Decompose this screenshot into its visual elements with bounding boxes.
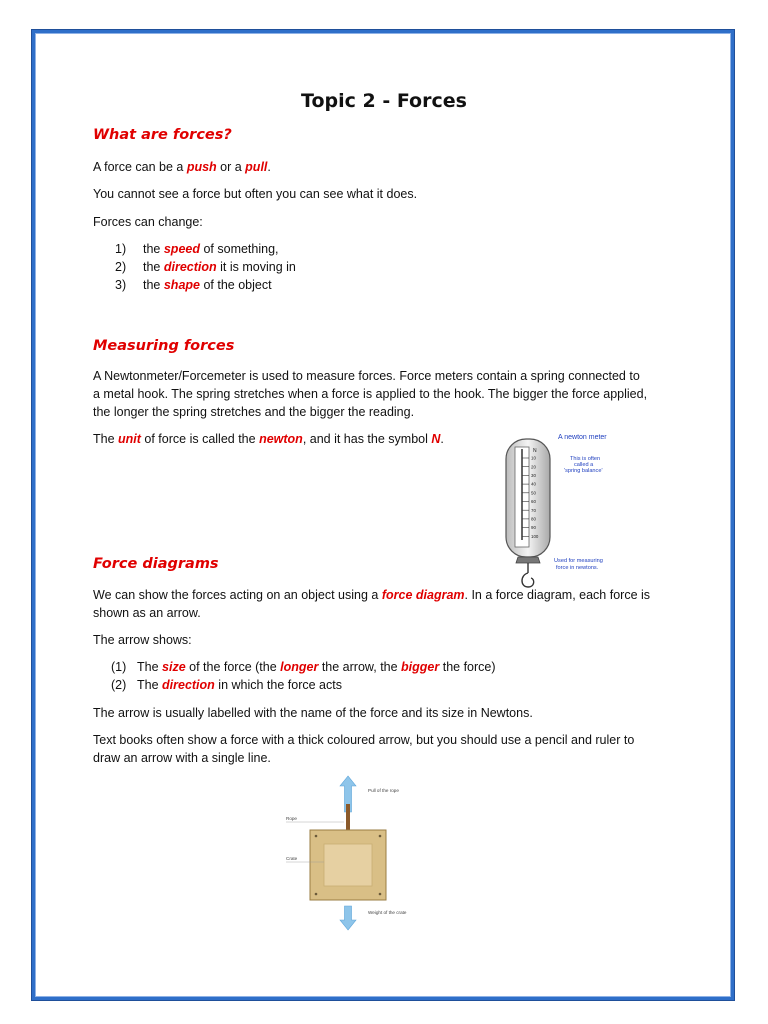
figure-label-often-3: 'spring balance'	[564, 468, 603, 474]
list-item	[115, 276, 296, 294]
heading-measuring-forces: Measuring forces	[93, 338, 235, 354]
label-pull-of-rope: Pull of the rope	[368, 788, 399, 793]
crate-nail	[379, 835, 382, 838]
text-span: it is moving in	[216, 260, 296, 274]
figure-label-often-1: This is often	[570, 456, 601, 462]
keyword-shape: shape	[163, 278, 200, 292]
keyword-symbol-n: N	[431, 432, 441, 446]
list-number: (2)	[111, 678, 127, 692]
scale-tick-label: 20	[531, 464, 536, 470]
paragraph-push-pull	[93, 158, 678, 176]
arrow-down-icon	[340, 906, 356, 930]
meter-base	[516, 557, 540, 563]
paragraph-arrow-labelled: The arrow is usually labelled with the name of the force and its size in Newtons.	[93, 706, 533, 720]
keyword-longer: longer	[280, 660, 319, 674]
text-span: The	[137, 660, 163, 674]
figure-label-often-2: called a	[574, 462, 594, 468]
scale-unit: N	[533, 448, 537, 454]
text-span: The	[137, 678, 163, 692]
crate-nail	[379, 893, 382, 896]
paragraph-text-books-2: draw an arrow with a single line.	[93, 751, 271, 765]
text-span: The	[93, 432, 119, 446]
keyword-force-diagram: force diagram	[381, 588, 465, 602]
force-diagram-figure	[240, 772, 460, 934]
crate-nail	[315, 835, 318, 838]
label-crate: Crate	[286, 856, 298, 861]
text-span: of the object	[200, 278, 272, 292]
figure-label-used-2: force in newtons.	[556, 565, 599, 571]
keyword-direction: direction	[162, 678, 215, 692]
paragraph-newtonmeter-1: A Newtonmeter/Forcemeter is used to measure forces. Force meters contain a spring connected to	[93, 369, 640, 383]
text-span: of force is called the	[140, 432, 260, 446]
text-span: . In a force diagram, each force is	[464, 588, 651, 602]
keyword-pull: pull	[245, 160, 268, 174]
heading-what-are-forces: What are forces?	[93, 127, 232, 143]
scale-tick-label: 50	[531, 490, 536, 496]
crate-nail	[315, 893, 318, 896]
keyword-speed: speed	[163, 242, 200, 256]
keyword-size: size	[162, 660, 186, 674]
figure-label-newton-meter: A newton meter	[558, 434, 607, 441]
paragraph-see-force: You cannot see a force but often you can see what it does.	[93, 187, 418, 201]
text-span: or a	[216, 160, 246, 174]
keyword-newton: newton	[259, 432, 303, 446]
text-span: the	[143, 242, 164, 256]
text-span: We can show the forces acting on an object using a	[93, 588, 382, 602]
crate-panel	[324, 844, 372, 886]
keyword-bigger: bigger	[401, 660, 440, 674]
list-number: 2)	[115, 260, 127, 274]
list-force-effects	[115, 240, 296, 294]
text-span: of something,	[200, 242, 279, 256]
hook-icon	[522, 573, 534, 587]
text-span: the force)	[439, 660, 496, 674]
list-number: 3)	[115, 278, 127, 292]
text-span: , and it has the symbol	[302, 432, 432, 446]
scale-tick-label: 40	[531, 481, 536, 487]
text-span: of the force (the	[185, 660, 281, 674]
figure-label-used-1: Used for measuring	[554, 558, 603, 564]
scale-tick-label: 30	[531, 473, 536, 478]
list-number: (1)	[111, 660, 127, 674]
scale-tick-label: 10	[531, 455, 536, 461]
scale-tick-label: 70	[531, 507, 536, 513]
keyword-direction: direction	[163, 260, 217, 274]
label-weight-of-crate: Weight of the crate	[368, 910, 407, 915]
keyword-push: push	[186, 160, 217, 174]
list-item	[111, 676, 496, 694]
list-arrow-shows	[111, 658, 496, 694]
scale-tick-label: 80	[531, 516, 536, 522]
list-item	[115, 240, 296, 258]
text-span: the	[143, 278, 164, 292]
rope	[346, 804, 350, 832]
heading-force-diagrams: Force diagrams	[93, 556, 219, 572]
text-span: .	[267, 160, 271, 174]
list-number: 1)	[115, 242, 127, 256]
paragraph-force-diagram-2: shown as an arrow.	[93, 606, 201, 620]
keyword-unit: unit	[118, 432, 141, 446]
text-span: the arrow, the	[318, 660, 402, 674]
paragraph-newtonmeter-3: the longer the spring stretches and the bigger the reading.	[93, 405, 415, 419]
label-rope: Rope	[286, 816, 297, 821]
paragraph-newtonmeter-2: a metal hook. The spring stretches when a force is applied to the hook. The bigger the force applied,	[93, 387, 648, 401]
text-span: .	[440, 432, 444, 446]
text-span: A force can be a	[93, 160, 187, 174]
list-item	[115, 258, 296, 276]
text-span: in which the force acts	[214, 678, 342, 692]
scale-tick-label: 60	[531, 499, 536, 505]
paragraph-forces-change: Forces can change:	[93, 215, 203, 229]
paragraph-arrow-shows: The arrow shows:	[93, 633, 192, 647]
scale-tick-label: 100	[531, 533, 539, 539]
page-title: Topic 2 - Forces	[301, 90, 467, 112]
text-span: the	[143, 260, 164, 274]
newton-meter-figure	[498, 425, 618, 595]
paragraph-text-books-1: Text books often show a force with a thick coloured arrow, but you should use a pencil and ruler to	[93, 733, 635, 747]
scale-tick-label: 90	[531, 525, 536, 531]
list-item	[111, 658, 496, 676]
